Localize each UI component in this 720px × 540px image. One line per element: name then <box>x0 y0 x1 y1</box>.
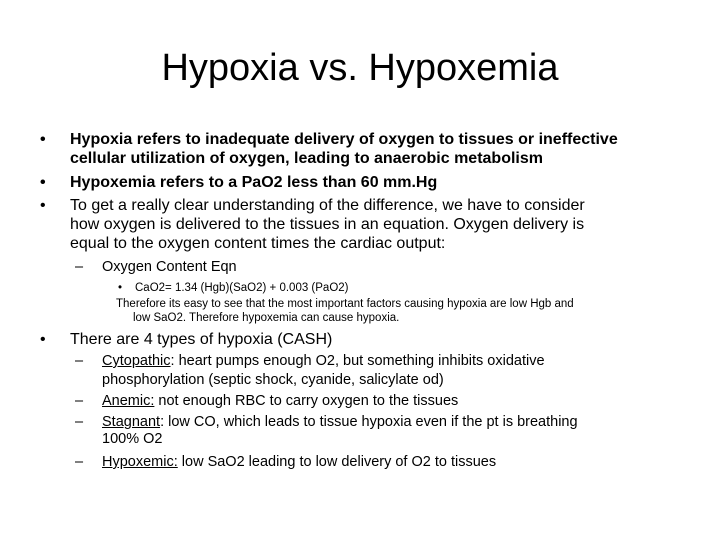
line: To get a really clear understanding of the difference, we have to consider <box>70 197 585 214</box>
line <box>102 392 458 411</box>
line-text: not enough RBC to carry oxygen to the tissues <box>154 393 459 409</box>
term-hypoxemic: Hypoxemic: <box>102 454 178 470</box>
slide-title: Hypoxia vs. Hypoxemia <box>161 47 559 89</box>
line-text: : heart pumps enough O2, but something inhibits oxidative <box>170 353 545 369</box>
bullet-dot: • <box>40 331 46 348</box>
dash: – <box>75 259 84 275</box>
line: Hypoxia refers to inadequate delivery of oxygen to tissues or ineffective <box>70 131 618 148</box>
dash: – <box>75 414 84 430</box>
bullet-dot: • <box>118 282 123 294</box>
term-cytopathic: Cytopathic <box>102 353 171 369</box>
bullet-dot: • <box>40 174 46 191</box>
dash: – <box>75 454 84 470</box>
line: Hypoxemia refers to a PaO2 less than 60 mm.Hg <box>70 174 438 191</box>
line <box>102 413 578 432</box>
bullet-dot: • <box>40 197 46 214</box>
line: There are 4 types of hypoxia (CASH) <box>70 331 333 348</box>
equation-text: CaO2= 1.34 (Hgb)(SaO2) + 0.003 (PaO2) <box>135 282 349 294</box>
line: phosphorylation (septic shock, cyanide, salicylate od) <box>102 372 444 388</box>
bullet-dot: • <box>40 131 46 148</box>
line-text: low SaO2 leading to low delivery of O2 to tissues <box>177 454 497 470</box>
line: cellular utilization of oxygen, leading to anaerobic metabolism <box>70 150 543 167</box>
term-stagnant: Stagnant <box>102 414 161 430</box>
dash: – <box>75 353 84 369</box>
line <box>102 453 496 472</box>
dash: – <box>75 393 84 409</box>
term-anemic: Anemic: <box>102 393 155 409</box>
line: equal to the oxygen content times the cardiac output: <box>70 235 446 252</box>
line: Therefore its easy to see that the most important factors causing hypoxia are low Hgb and <box>116 298 574 310</box>
line: low SaO2. Therefore hypoxemia can cause hypoxia. <box>133 312 400 324</box>
line: 100% O2 <box>102 431 163 447</box>
line: how oxygen is delivered to the tissues in an equation. Oxygen delivery is <box>70 216 585 233</box>
line: Oxygen Content Eqn <box>102 259 237 275</box>
line <box>102 352 545 371</box>
line-text: : low CO, which leads to tissue hypoxia even if the pt is breathing <box>160 414 578 430</box>
